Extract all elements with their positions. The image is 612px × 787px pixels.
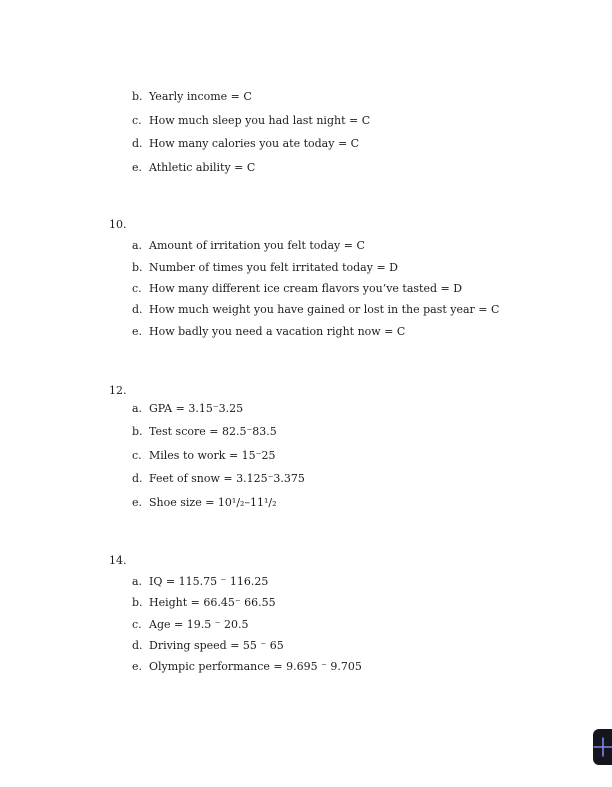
item-text: Miles to work = 15⁻25 — [149, 448, 276, 462]
item-letter: b. — [132, 596, 143, 610]
item-letter: c. — [132, 617, 142, 631]
item-text: How much weight you have gained or lost in the past year = C — [149, 303, 500, 317]
item-indent — [109, 132, 132, 156]
item-indent — [109, 321, 132, 342]
item-letter: c. — [132, 448, 142, 462]
item-letter: e. — [132, 660, 143, 674]
item-indent — [109, 467, 132, 490]
item-letter: b. — [132, 425, 143, 439]
item-indent — [109, 420, 132, 443]
item-text: Number of times you felt irritated today = D — [149, 260, 398, 274]
item-text: Athletic ability = C — [149, 161, 256, 175]
answer-section-14 — [109, 550, 572, 677]
list-item — [109, 467, 572, 490]
item-letter: d. — [132, 638, 143, 652]
item-indent — [109, 235, 132, 256]
item-text: How much sleep you had last night = C — [149, 113, 371, 127]
item-indent — [109, 257, 132, 278]
item-letter: d. — [132, 303, 143, 317]
list-item — [109, 614, 572, 635]
list-item — [109, 109, 572, 133]
item-letter: d. — [132, 137, 143, 151]
item-letter: b. — [132, 260, 143, 274]
item-text: Amount of irritation you felt today = C — [149, 239, 365, 253]
list-item — [109, 656, 572, 677]
item-indent — [109, 614, 132, 635]
list-item — [109, 420, 572, 443]
item-letter: e. — [132, 161, 143, 175]
item-indent — [109, 156, 132, 180]
item-text: Shoe size = 10¹/₂–11¹/₂ — [149, 495, 277, 509]
list-item — [109, 592, 572, 613]
item-indent — [109, 299, 132, 320]
item-indent — [109, 571, 132, 592]
list-item — [109, 132, 572, 156]
item-text: Age = 19.5 ⁻ 20.5 — [149, 617, 249, 631]
item-text: IQ = 115.75 ⁻ 116.25 — [149, 575, 269, 589]
list-item — [109, 235, 572, 256]
item-letter: c. — [132, 113, 142, 127]
item-letter: a. — [132, 575, 143, 589]
item-text: Driving speed = 55 ⁻ 65 — [149, 638, 284, 652]
item-indent — [109, 444, 132, 467]
answer-section-partial — [109, 85, 572, 180]
list-item — [109, 299, 572, 320]
item-letter: a. — [132, 402, 143, 415]
item-indent — [109, 635, 132, 656]
item-letter: c. — [132, 282, 142, 296]
answer-section-12 — [109, 385, 572, 514]
item-indent — [109, 85, 132, 109]
item-letter: e. — [132, 324, 143, 338]
list-item — [109, 85, 572, 109]
item-text: Olympic performance = 9.695 ⁻ 9.705 — [149, 660, 362, 674]
item-text: GPA = 3.15⁻3.25 — [149, 402, 244, 415]
list-item — [109, 444, 572, 467]
item-text: Test score = 82.5⁻83.5 — [149, 425, 277, 439]
list-item — [109, 571, 572, 592]
item-indent — [109, 592, 132, 613]
item-letter: b. — [132, 90, 143, 103]
plus-icon — [593, 737, 612, 757]
item-text: How many different ice cream flavors you’ve tasted = D — [149, 282, 463, 296]
list-item — [109, 491, 572, 514]
answer-section-10 — [109, 214, 572, 342]
question-number: 10. — [109, 218, 127, 231]
item-text: How many calories you ate today = C — [149, 137, 360, 151]
item-letter: e. — [132, 495, 143, 509]
zoom-in-button[interactable] — [593, 729, 612, 765]
list-item — [109, 635, 572, 656]
list-item — [109, 397, 572, 420]
item-text: Feet of snow = 3.125⁻3.375 — [149, 472, 305, 486]
item-indent — [109, 491, 132, 514]
item-indent — [109, 656, 132, 677]
list-item — [109, 278, 572, 299]
list-item — [109, 321, 572, 342]
item-letter: d. — [132, 472, 143, 486]
list-item — [109, 257, 572, 278]
list-item — [109, 156, 572, 180]
item-text: How badly you need a vacation right now = C — [149, 324, 406, 338]
question-number: 12. — [109, 384, 127, 397]
item-text: Yearly income = C — [149, 90, 252, 103]
item-text: Height = 66.45⁻ 66.55 — [149, 596, 276, 610]
question-number: 14. — [109, 554, 127, 567]
item-letter: a. — [132, 239, 143, 253]
item-indent — [109, 109, 132, 133]
item-indent — [109, 278, 132, 299]
item-indent — [109, 397, 132, 420]
